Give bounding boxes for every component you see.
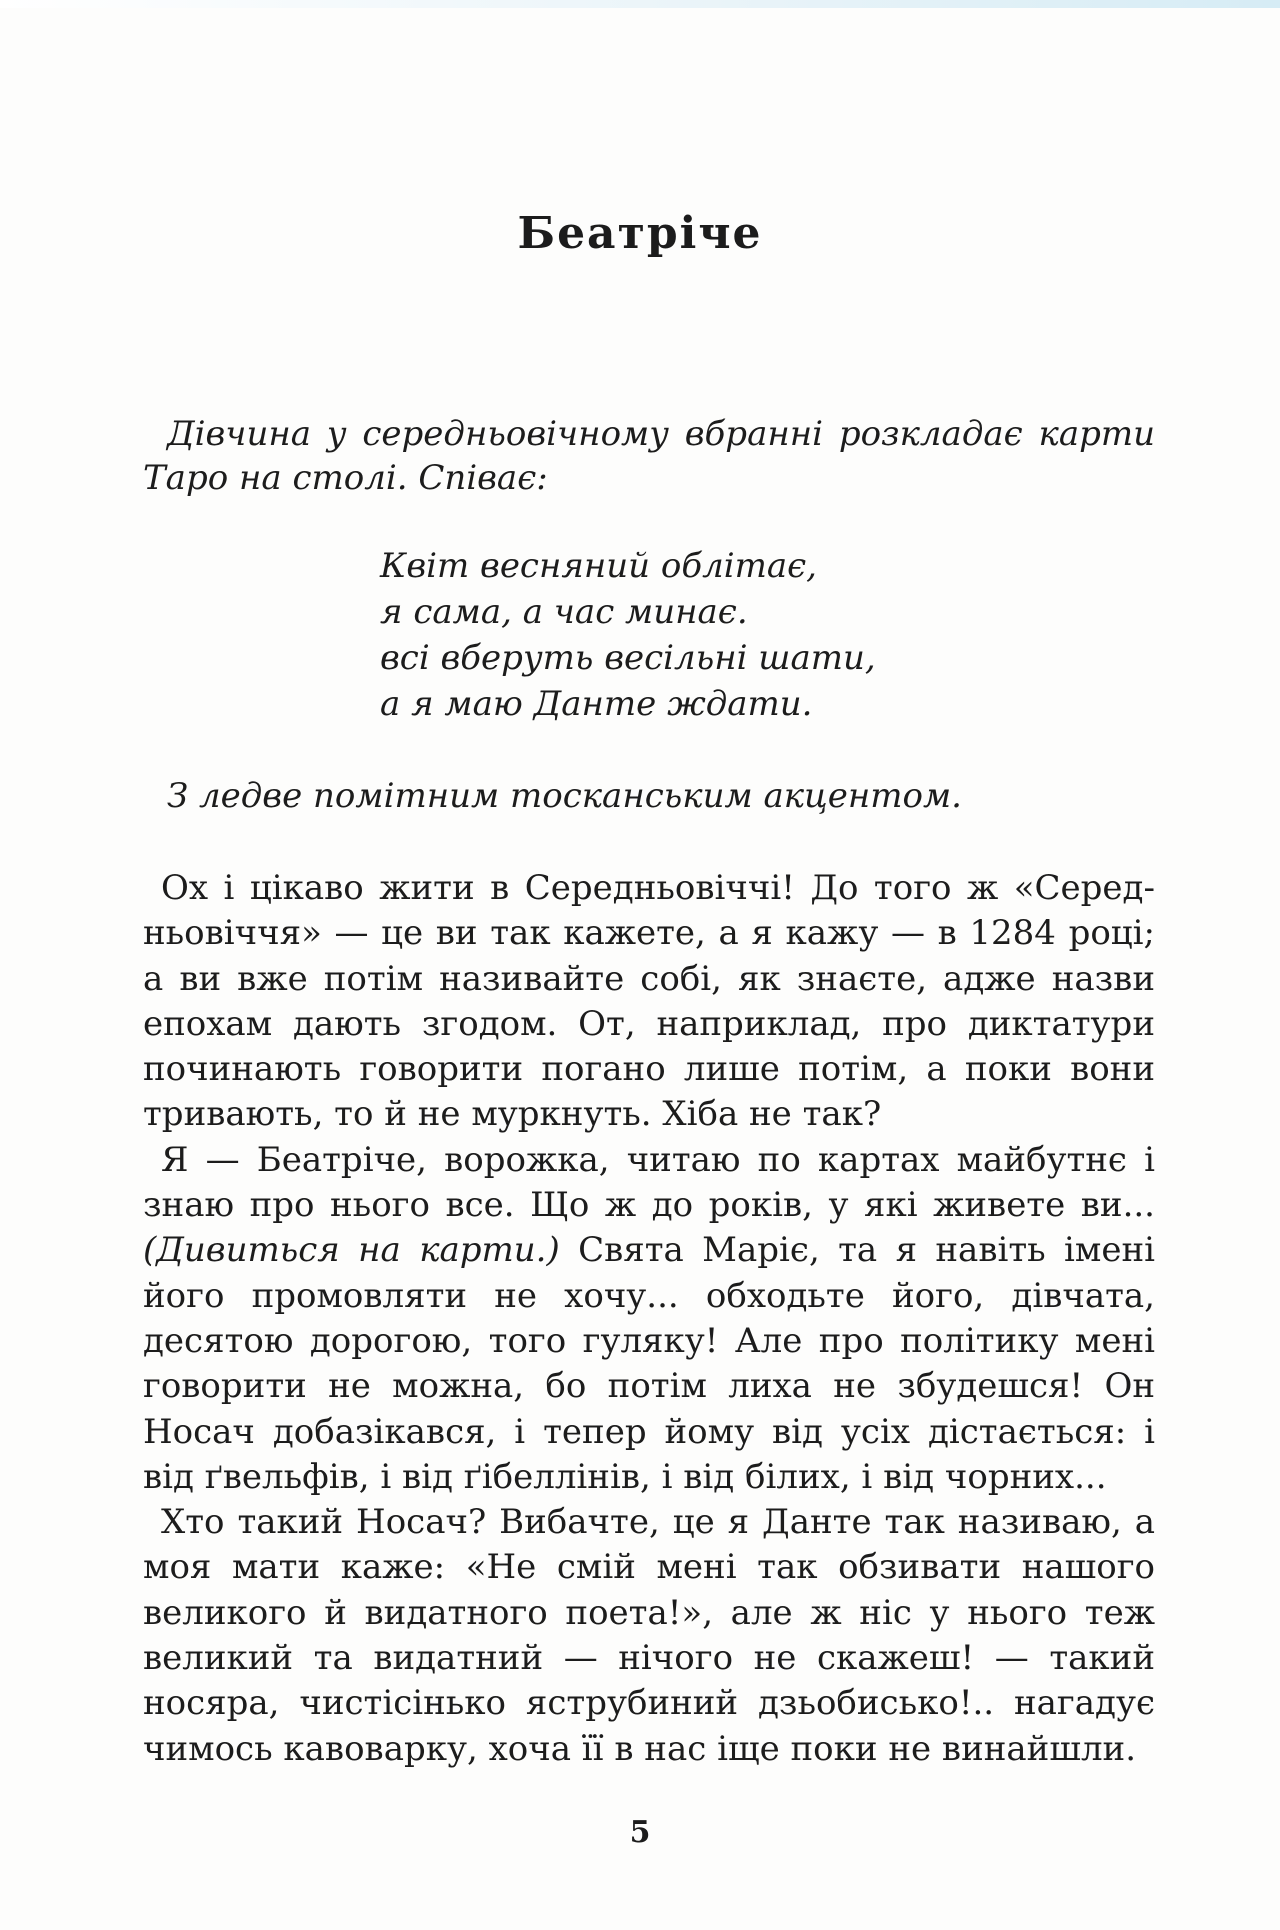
verse-line: я сама, а час минає. <box>380 592 748 632</box>
paragraph-text: Я — Беатріче, ворожка, читаю по картах майбутнє і знаю про нього все. Що ж до років, у які живете ви... <box>143 1139 1155 1226</box>
stage-direction: Дівчина у середньовічному вбранні розкладає карти Таро на столі. Співає: <box>143 414 1155 498</box>
verse-line: а я маю Данте ждати. <box>380 684 813 724</box>
paragraph <box>143 1138 1155 1500</box>
monologue-text <box>143 866 1155 1772</box>
page-number: 5 <box>629 1815 651 1850</box>
page-edge-tint <box>0 0 1280 8</box>
accent-note: З ледве помітним тосканським акцентом. <box>167 776 962 816</box>
verse-line: всі вберуть весільні шати, <box>380 638 876 678</box>
verse-line: Квіт весняний облітає, <box>380 546 817 586</box>
song-verse <box>380 543 876 727</box>
paragraph: Ох і цікаво жити в Середньовіччі! До того ж «Середньовіччя» — це ви так кажете, а я кажу — в 1284 році; а ви вже потім називайте собі, як знаєте, адже назви епохам дають згодом. От, наприклад, про диктатури починають говорити погано лише потім, а поки вони тривають, то й не муркнуть. Хіба не так? <box>143 868 1155 1135</box>
paragraph: Хто такий Носач? Вибачте, це я Данте так називаю, а моя мати каже: «Не смій мені так обзивати нашого великого й видатного поета!», але ж ніс у нього теж великий та видатний — нічого не скажеш! — такий носяра, чистісінько яструбиний дзьобисько!.. нагадує чимось кавоварку, хоча її в нас іще поки не винайшли. <box>143 1502 1155 1769</box>
paragraph-text: Свята Маріє, та я навіть імені його промовляти не хочу... обходьте його, дівчата, десятою дорогою, того гуляку! Але про політику мені говорити не можна, бо потім лиха не збудешся! Он Носач добазікався, і тепер йому від усіх дістається: і від ґвельфів, і від ґібеллінів, і від білих, і від чорних... <box>143 1230 1155 1497</box>
chapter-title: Беатріче <box>517 208 763 259</box>
inline-stage-direction: (Дивиться на карти.) <box>143 1230 560 1271</box>
